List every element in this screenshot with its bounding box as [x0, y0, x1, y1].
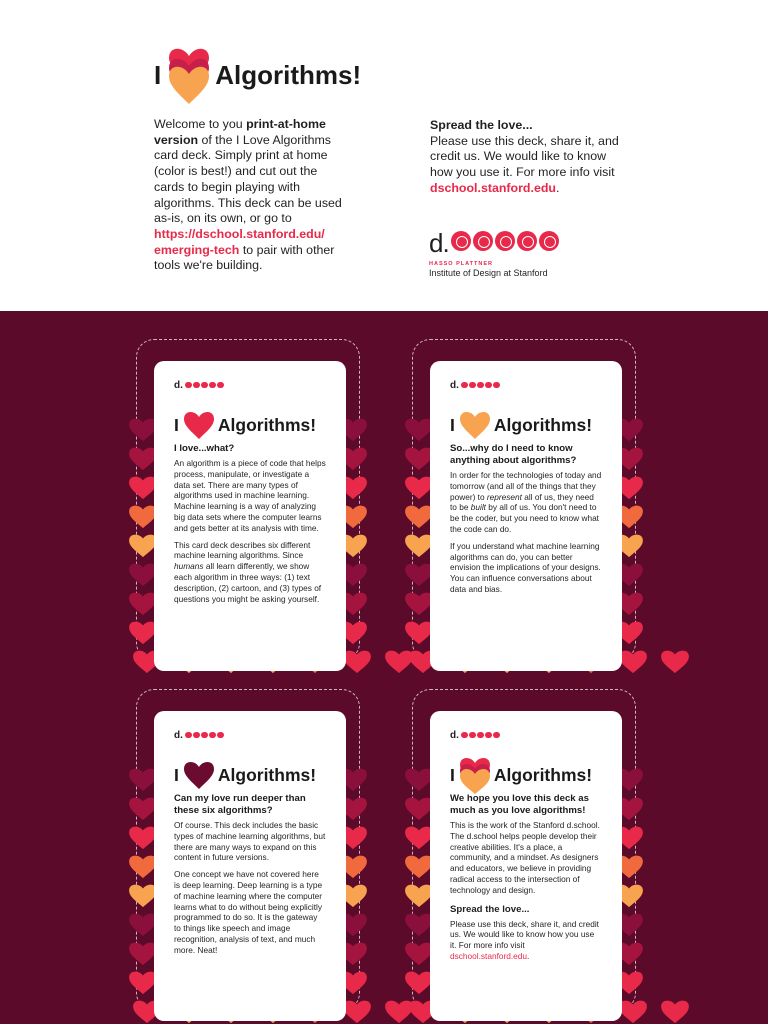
logo-hasso-plattner: HASSO PLATTNER [429, 261, 494, 267]
card-love-what [132, 335, 364, 665]
card-paragraph: Of course. This deck includes the basic types of machine learning algorithms, but there are many ways to expand on this content in future versions. [174, 820, 326, 863]
intro-bold: print-at-home version [154, 117, 326, 147]
logo-circle-icon [451, 231, 471, 251]
card-title [174, 759, 326, 791]
card-love-deeper [132, 685, 364, 1015]
card-paragraph: An algorithm is a piece of code that helps process, manipulate, or investigate a data set. There are many types of algorithms used in machine learning. Machine learning is a way of analyzing big data sets where the computer learns and gets better at its analysis with time. [174, 458, 326, 533]
card-title-i: I [174, 414, 179, 435]
page-title [154, 46, 361, 104]
spread-text: Please use this deck, share it, and credit us. We would like to know how you use it. For more info visit [430, 133, 619, 180]
card-title-i: I [450, 764, 455, 785]
card-logo: d. [450, 379, 602, 391]
card-paragraph: If you understand what machine learning algorithms can do, you can better envision the implications of your designs. You can influence conversations about data and bias. [450, 540, 601, 594]
logo-circles [451, 231, 559, 251]
card-paragraph: This is the work of the Stanford d.school. The d.school helps people develop their creative abilities. It's a place, a community, and a mindset. As designers and educators, we believe in providing radical access to the intersection of technology and design. [450, 820, 600, 895]
border-heart-icon [618, 649, 648, 674]
card-face [430, 711, 622, 1021]
card-title [174, 409, 326, 441]
border-heart-icon [618, 999, 648, 1024]
card-title [450, 409, 602, 441]
card-title-text: Algorithms! [217, 414, 317, 435]
border-heart-icon [660, 999, 690, 1024]
maroon-heart-icon [183, 760, 215, 790]
layered-heart-icon [459, 756, 491, 794]
title-text: Algorithms! [215, 59, 362, 90]
card-title [450, 759, 602, 791]
border-heart-icon [342, 649, 372, 674]
intro-paragraph [154, 117, 350, 274]
card-subtitle-2: Spread the love... [450, 903, 530, 915]
card-paragraph: In order for the technologies of today and tomorrow (and all of the things that they power) to represent all of us, they need to be built by all of us. You don't need to be the coder, but you need to know what the code can do. [450, 470, 602, 534]
dschool-logo [429, 228, 548, 278]
emerging-tech-link[interactable]: https://dschool.stanford.edu/ emerging-tech [154, 226, 325, 257]
layered-heart-icon [167, 46, 211, 104]
intro-text-3: to pair with other tools we're building. [154, 242, 335, 273]
logo-circle-icon [539, 231, 559, 251]
red-heart-icon [183, 410, 215, 440]
card-face [430, 361, 622, 671]
card-subtitle: We hope you love this deck as much as you love algorithms! [450, 793, 589, 816]
card-we-hope [408, 685, 640, 1015]
title-i: I [154, 59, 162, 90]
card-subtitle: I love...what? [174, 443, 235, 454]
card-subtitle: Can my love run deeper than these six algorithms? [174, 793, 306, 816]
spread-end: . [555, 180, 560, 195]
card-logo: d. [450, 729, 602, 741]
card-face [154, 711, 346, 1021]
orange-heart-icon [459, 410, 491, 440]
card-face [154, 361, 346, 671]
card-title-text: Algorithms! [493, 764, 593, 785]
card-subtitle: So...why do I need to know anything about algorithms? [450, 443, 577, 466]
dschool-link[interactable]: dschool.stanford.edu [430, 180, 556, 195]
dschool-link[interactable]: dschool.stanford.edu [450, 950, 528, 961]
logo-circle-icon [495, 231, 515, 251]
logo-d: d. [429, 228, 449, 258]
intro-text-2: of the I Love Algorithms card deck. Simply print at home (color is best!) and cut out the cards to begin playing with algorithms. This deck can be used as-is, on its own, or go to [154, 132, 342, 226]
intro-text-1: Welcome to you [154, 117, 247, 131]
card-title-text: Algorithms! [493, 414, 593, 435]
card-logo: d. [174, 729, 326, 741]
card-paragraph: Please use this deck, share it, and credit us. We would like to know how you use it. For more info visit dschool.stanford.edu. [450, 918, 599, 961]
card-title-text: Algorithms! [217, 764, 317, 785]
logo-circle-icon [517, 231, 537, 251]
intro-section [0, 0, 768, 311]
border-heart-icon [342, 999, 372, 1024]
card-title-i: I [174, 764, 179, 785]
cards-section [0, 311, 768, 1024]
card-why-know [408, 335, 640, 665]
card-logo: d. [174, 379, 326, 391]
border-heart-icon [660, 649, 690, 674]
card-title-i: I [450, 414, 455, 435]
card-paragraph: One concept we have not covered here is deep learning. Deep learning is a type of machine learning where the computer learns what to do without being explicitly programmed to do so. It is the gateway to things like speech and image recognition, analysis of text, and much more. Neat! [174, 869, 323, 955]
logo-institute: Institute of Design at Stanford [429, 268, 548, 278]
logo-circle-icon [473, 231, 493, 251]
card-paragraph: This card deck describes six different machine learning algorithms. Since humans all learn differently, we show each algorithm in three ways: (1) text description, (2) cartoon, and (3) types of questions you might be asking yourself. [174, 539, 322, 604]
spread-the-love-block [430, 118, 630, 197]
spread-heading: Spread the love... [430, 118, 533, 132]
